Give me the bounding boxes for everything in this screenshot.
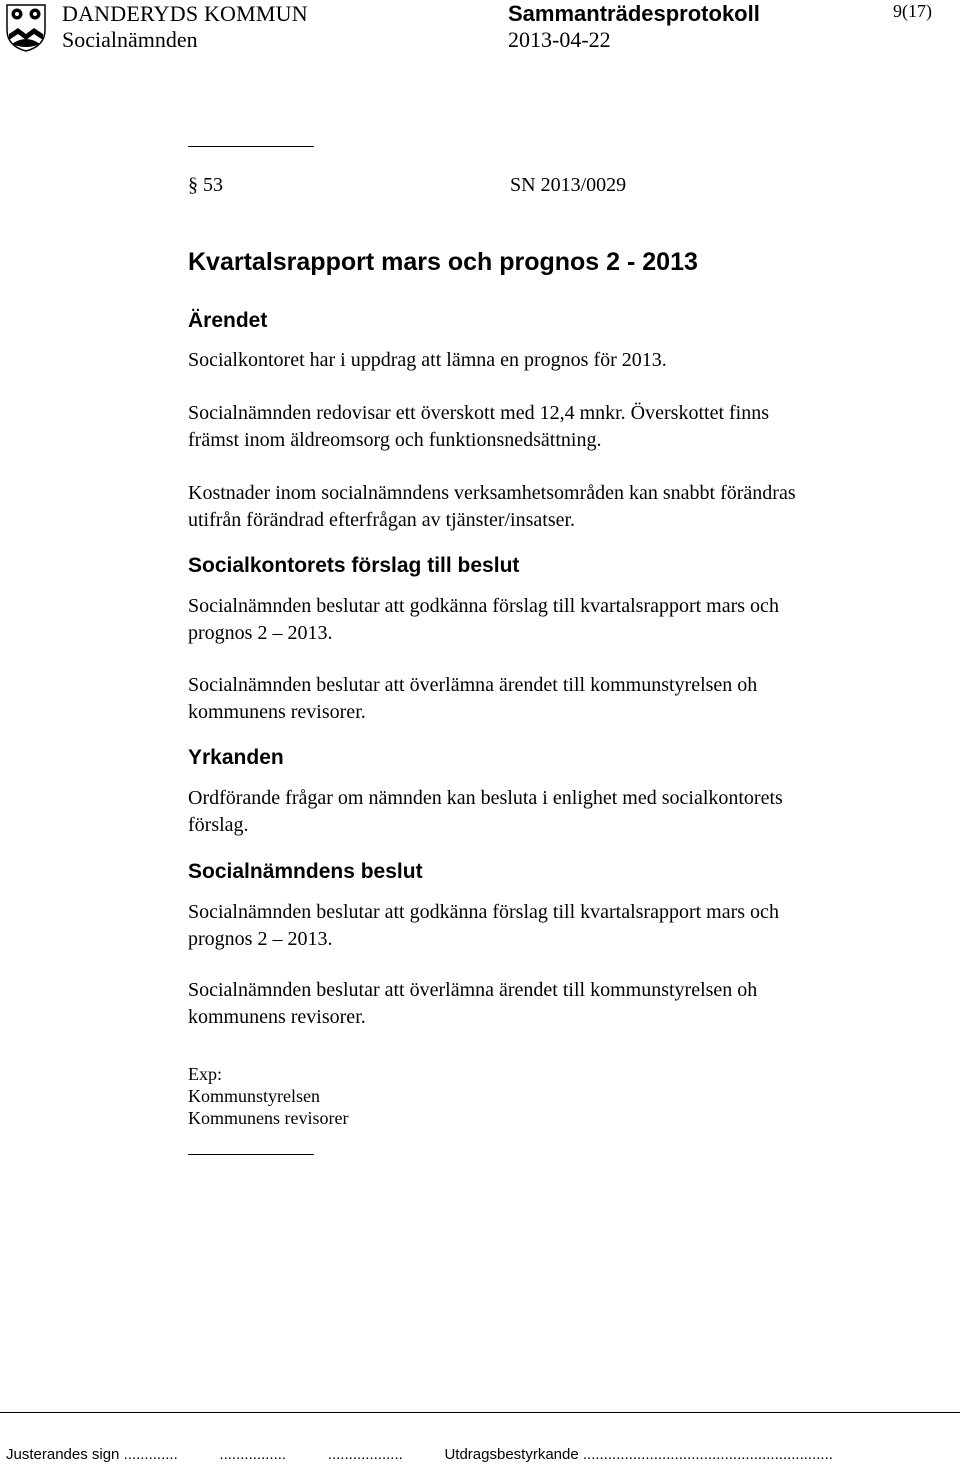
section-heading-decision: Socialnämndens beslut — [188, 860, 423, 883]
paragraph-number: § 53 — [188, 174, 223, 196]
paragraph: Socialnämnden beslutar att överlämna ärendet till kommunstyrelsen oh kommunens revisorer. — [188, 674, 758, 723]
paragraph: Socialkontoret har i uppdrag att lämna en prognos för 2013. — [188, 349, 667, 371]
diary-number: SN 2013/0029 — [510, 174, 627, 196]
paragraph: Ordförande frågar om nämnden kan besluta i enlighet med socialkontorets förslag. — [188, 787, 783, 836]
section-heading-arendet: Ärendet — [188, 309, 268, 332]
page-number: 9(17) — [893, 1, 932, 21]
paragraph: Socialnämnden redovisar ett överskott med 12,4 mnkr. Överskottet finns främst inom äldreomsorg och funktionsnedsättning. — [188, 402, 769, 451]
document-type: Sammanträdesprotokoll — [508, 1, 760, 26]
footer-divider — [0, 1412, 960, 1413]
dispatch-list — [188, 1063, 348, 1129]
case-title: Kvartalsrapport mars och prognos 2 - 2013 — [188, 248, 698, 276]
meeting-date: 2013-04-22 — [508, 27, 611, 52]
section-heading-motions: Yrkanden — [188, 746, 284, 769]
municipality-coat-of-arms-icon — [6, 4, 46, 52]
divider — [188, 1154, 314, 1155]
signature-line: Justerandes sign ............. ................ .................. Utdragsbestyrkande ............................................................ — [6, 1446, 833, 1463]
dispatch-recipient: Kommunstyrelsen — [188, 1086, 320, 1106]
dispatch-label: Exp: — [188, 1064, 222, 1084]
municipality-name: DANDERYDS KOMMUN — [62, 1, 308, 26]
paragraph: Socialnämnden beslutar att överlämna ärendet till kommunstyrelsen oh kommunens revisorer. — [188, 979, 758, 1028]
divider — [188, 146, 314, 147]
dispatch-recipient: Kommunens revisorer — [188, 1108, 349, 1128]
paragraph: Socialnämnden beslutar att godkänna förslag till kvartalsrapport mars och prognos 2 – 2013. — [188, 901, 779, 950]
organ-name: Socialnämnden — [62, 27, 198, 52]
section-heading-proposal: Socialkontorets förslag till beslut — [188, 554, 520, 577]
paragraph: Socialnämnden beslutar att godkänna förslag till kvartalsrapport mars och prognos 2 – 2013. — [188, 595, 779, 644]
paragraph: Kostnader inom socialnämndens verksamhetsområden kan snabbt förändras utifrån förändrad efterfrågan av tjänster/insatser. — [188, 482, 796, 531]
